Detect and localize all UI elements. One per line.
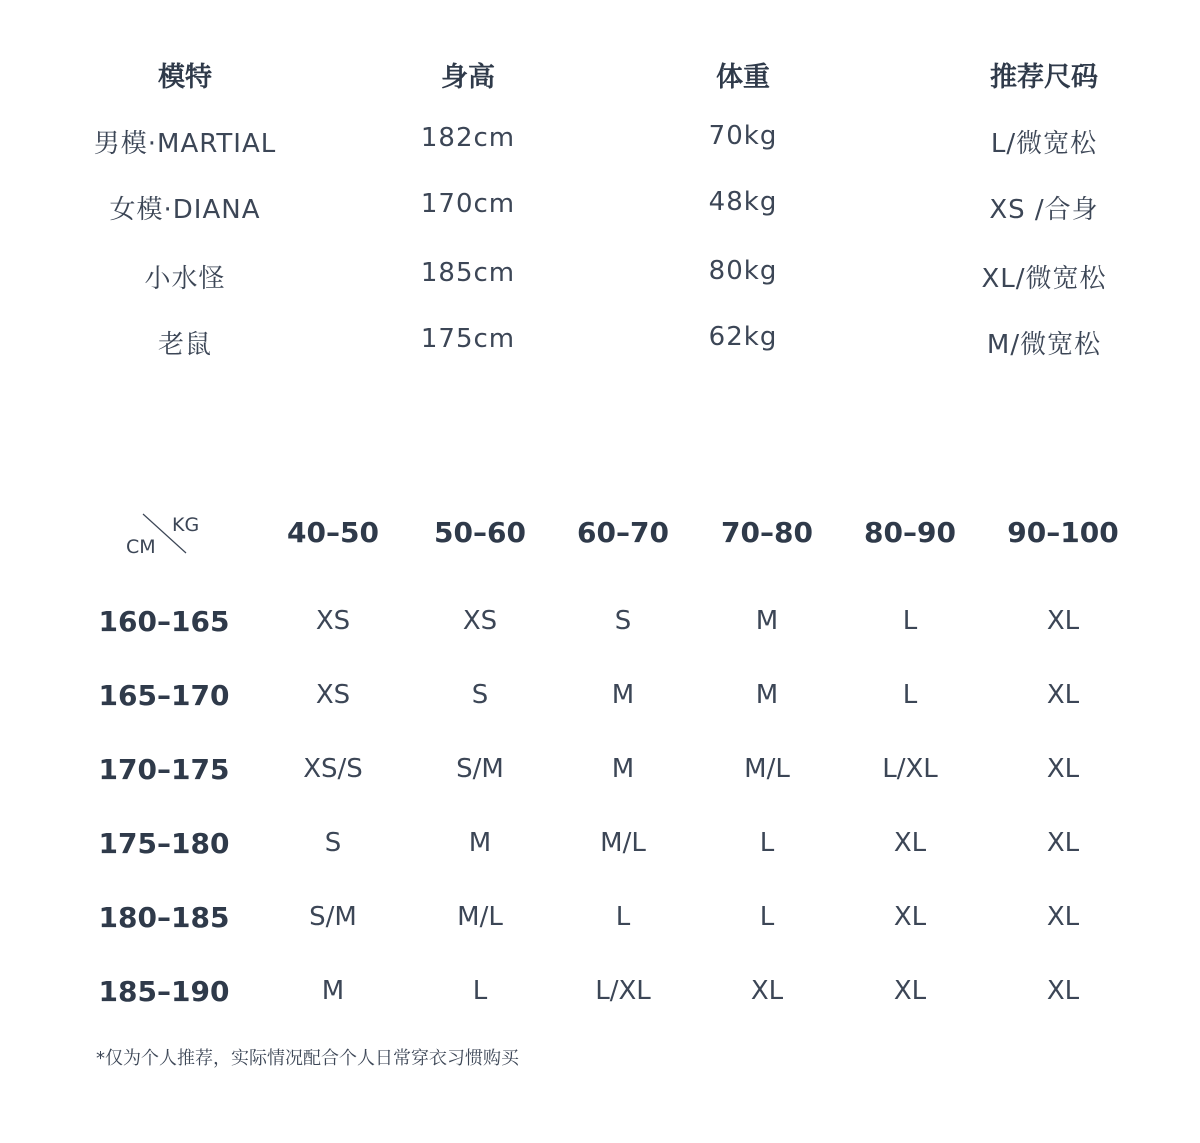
height-unit-label: CM (126, 536, 156, 558)
size-cell: XL (1046, 902, 1080, 932)
size-cell: XS (315, 680, 351, 710)
height-range-label: 165–170 (98, 679, 230, 712)
size-cell: XL (893, 976, 927, 1006)
size-cell: XL (1046, 976, 1080, 1006)
height-range-label: 180–185 (98, 901, 230, 934)
size-cell: L/XL (595, 976, 651, 1006)
model-table-header: 体重 (716, 62, 770, 93)
size-cell: XL (1046, 606, 1080, 636)
size-cell: S (471, 680, 489, 710)
model-table-cell: 70kg (708, 121, 778, 151)
weight-range-header: 70–80 (721, 516, 813, 549)
model-table-cell: 小水怪 (144, 264, 226, 294)
size-cell: S (614, 606, 632, 636)
model-table-cell: XL/微宽松 (981, 264, 1107, 294)
model-table-cell: 185cm (420, 258, 516, 288)
model-table-cell: 62kg (708, 322, 778, 352)
model-table-cell: 女模·DIANA (109, 195, 261, 225)
size-cell: M (755, 606, 779, 636)
size-cell: XS (315, 606, 351, 636)
weight-unit-label: KG (172, 514, 200, 536)
height-range-label: 175–180 (98, 827, 230, 860)
size-cell: L (902, 606, 918, 636)
weight-range-header: 80–90 (864, 516, 956, 549)
height-range-label: 160–165 (98, 605, 230, 638)
size-cell: M/L (457, 902, 503, 932)
model-table-cell: 170cm (420, 189, 516, 219)
height-range-label: 170–175 (98, 753, 230, 786)
model-table-header: 推荐尺码 (990, 62, 1098, 93)
model-table-cell: 老鼠 (157, 330, 213, 360)
model-table-cell: 80kg (708, 256, 778, 286)
model-table-header: 模特 (158, 62, 212, 93)
size-cell: L (472, 976, 488, 1006)
weight-range-header: 90–100 (1007, 516, 1119, 549)
size-cell: S/M (456, 754, 504, 784)
size-cell: XL (1046, 754, 1080, 784)
size-cell: XS/S (303, 754, 363, 784)
model-table-cell: XS /合身 (989, 195, 1099, 225)
size-cell: M (611, 754, 635, 784)
size-cell: XS (462, 606, 498, 636)
size-cell: XL (893, 828, 927, 858)
size-cell: S (324, 828, 342, 858)
size-cell: L (759, 828, 775, 858)
size-cell: L (759, 902, 775, 932)
height-range-label: 185–190 (98, 975, 230, 1008)
weight-range-header: 50–60 (434, 516, 526, 549)
model-table-cell: 182cm (420, 123, 516, 153)
model-table-cell: 175cm (420, 324, 516, 354)
size-cell: L (615, 902, 631, 932)
size-cell: XL (750, 976, 784, 1006)
size-cell: XL (1046, 680, 1080, 710)
size-cell: M (755, 680, 779, 710)
size-cell: S/M (309, 902, 357, 932)
weight-range-header: 60–70 (577, 516, 669, 549)
size-cell: M (611, 680, 635, 710)
size-cell: M/L (600, 828, 646, 858)
size-cell: XL (893, 902, 927, 932)
model-table-cell: L/微宽松 (990, 129, 1098, 159)
footnote: *仅为个人推荐，实际情况配合个人日常穿衣习惯购买 (96, 1048, 519, 1069)
size-cell: XL (1046, 828, 1080, 858)
weight-range-header: 40–50 (287, 516, 379, 549)
size-cell: M (321, 976, 345, 1006)
model-table-header: 身高 (441, 62, 495, 93)
size-cell: M (468, 828, 492, 858)
model-table-cell: 男模·MARTIAL (93, 129, 277, 159)
model-table-cell: M/微宽松 (986, 330, 1102, 360)
size-cell: M/L (744, 754, 790, 784)
model-table-cell: 48kg (708, 187, 778, 217)
size-cell: L (902, 680, 918, 710)
size-cell: L/XL (882, 754, 938, 784)
